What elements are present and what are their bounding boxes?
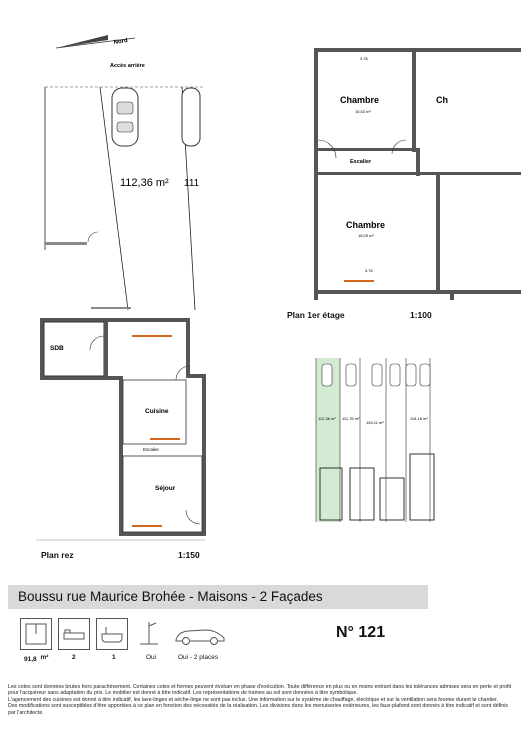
site-area-2: 111,76 m² (342, 416, 360, 421)
garden-area-label: 112,36 m² (120, 177, 169, 189)
site-area-4: 118,16 m² (410, 416, 428, 421)
room-cuisine: Cuisine (145, 408, 169, 415)
site-plan (310, 358, 450, 538)
dim-top: 3.76 (360, 56, 368, 61)
bed-icon (58, 618, 90, 650)
neighbor-number: 111 (184, 178, 200, 189)
rear-access-label: Accès arrière (110, 63, 145, 69)
floor-plan-icon (20, 618, 52, 650)
north-label: Nord (113, 38, 129, 46)
spec-heating-value: Oui (146, 654, 157, 661)
spec-bedrooms-value: 2 (72, 654, 76, 661)
ground-floor-plan (0, 20, 300, 560)
room-sdb: SDB (50, 345, 64, 352)
footnote (8, 684, 513, 716)
first-floor-scale: 1:100 (410, 310, 432, 320)
site-area-3: 145,11 m² (366, 420, 384, 425)
room-escalier-1: Escalier (350, 159, 372, 165)
room-sejour: Séjour (155, 485, 176, 492)
room-escalier: Escalier (143, 447, 160, 452)
ground-plan-label: Plan rez (41, 550, 74, 560)
footnote-line-2: L'agencement des cuisines est donné à titre indicatif, les lave-linges et sèche-linge ne sont pas inclus. Une information sur le système de chauffage, électrique et sur la ventilation sera fournie durant le chantier. (8, 696, 498, 703)
room-chambre-2: Chambre (346, 220, 386, 230)
spec-bathrooms-value: 1 (112, 654, 116, 661)
listing-number: N° 121 (336, 624, 386, 641)
dim-bottom: 3.76 (365, 268, 373, 273)
heating-icon (134, 618, 164, 648)
room-chambre-cut: Ch (436, 95, 448, 105)
listing-title: Boussu rue Maurice Brohée - Maisons - 2 Façades (18, 589, 323, 604)
ground-plan-scale: 1:150 (178, 550, 200, 560)
bathtub-icon (96, 618, 128, 650)
footnote-line-3: Des modifications sont susceptibles d'être apportées à ce plan en fonction des nécessités de la réalisation. Les divisions dans les menuiseries extérieures, les faux-plafond sont donnés à titre indicatif et sont définis par l'architecte. (8, 703, 509, 716)
spec-parking-value: Oui - 2 places (178, 654, 219, 661)
first-floor-plan (300, 40, 521, 300)
room-chambre-1: Chambre (340, 95, 380, 105)
first-floor-label: Plan 1er étage (287, 310, 345, 320)
room-chambre-2-area: 18,05 m² (358, 233, 374, 238)
site-area-1: 112,36 m² (318, 416, 336, 421)
car-icon (112, 88, 138, 146)
car-icon (182, 88, 200, 146)
footnote-line-1: Les cotes sont données brutes hors parachèvement. Certaines cotes et formes peuvent évoluer en phase d'exécution. Toute différence en plus ou en moins entrant dans les tolérances admises sera en perte et profit pour l'acquéreur sans adaptation du prix. Le mobilier est donné à titre indicatif. Les représentations de trames au sol sont données à titre symbolique. (8, 684, 512, 697)
spec-area-value: 91,8 m² (24, 654, 49, 663)
room-chambre-1-area: 15,53 m² (355, 109, 371, 114)
car-icon (172, 624, 228, 651)
